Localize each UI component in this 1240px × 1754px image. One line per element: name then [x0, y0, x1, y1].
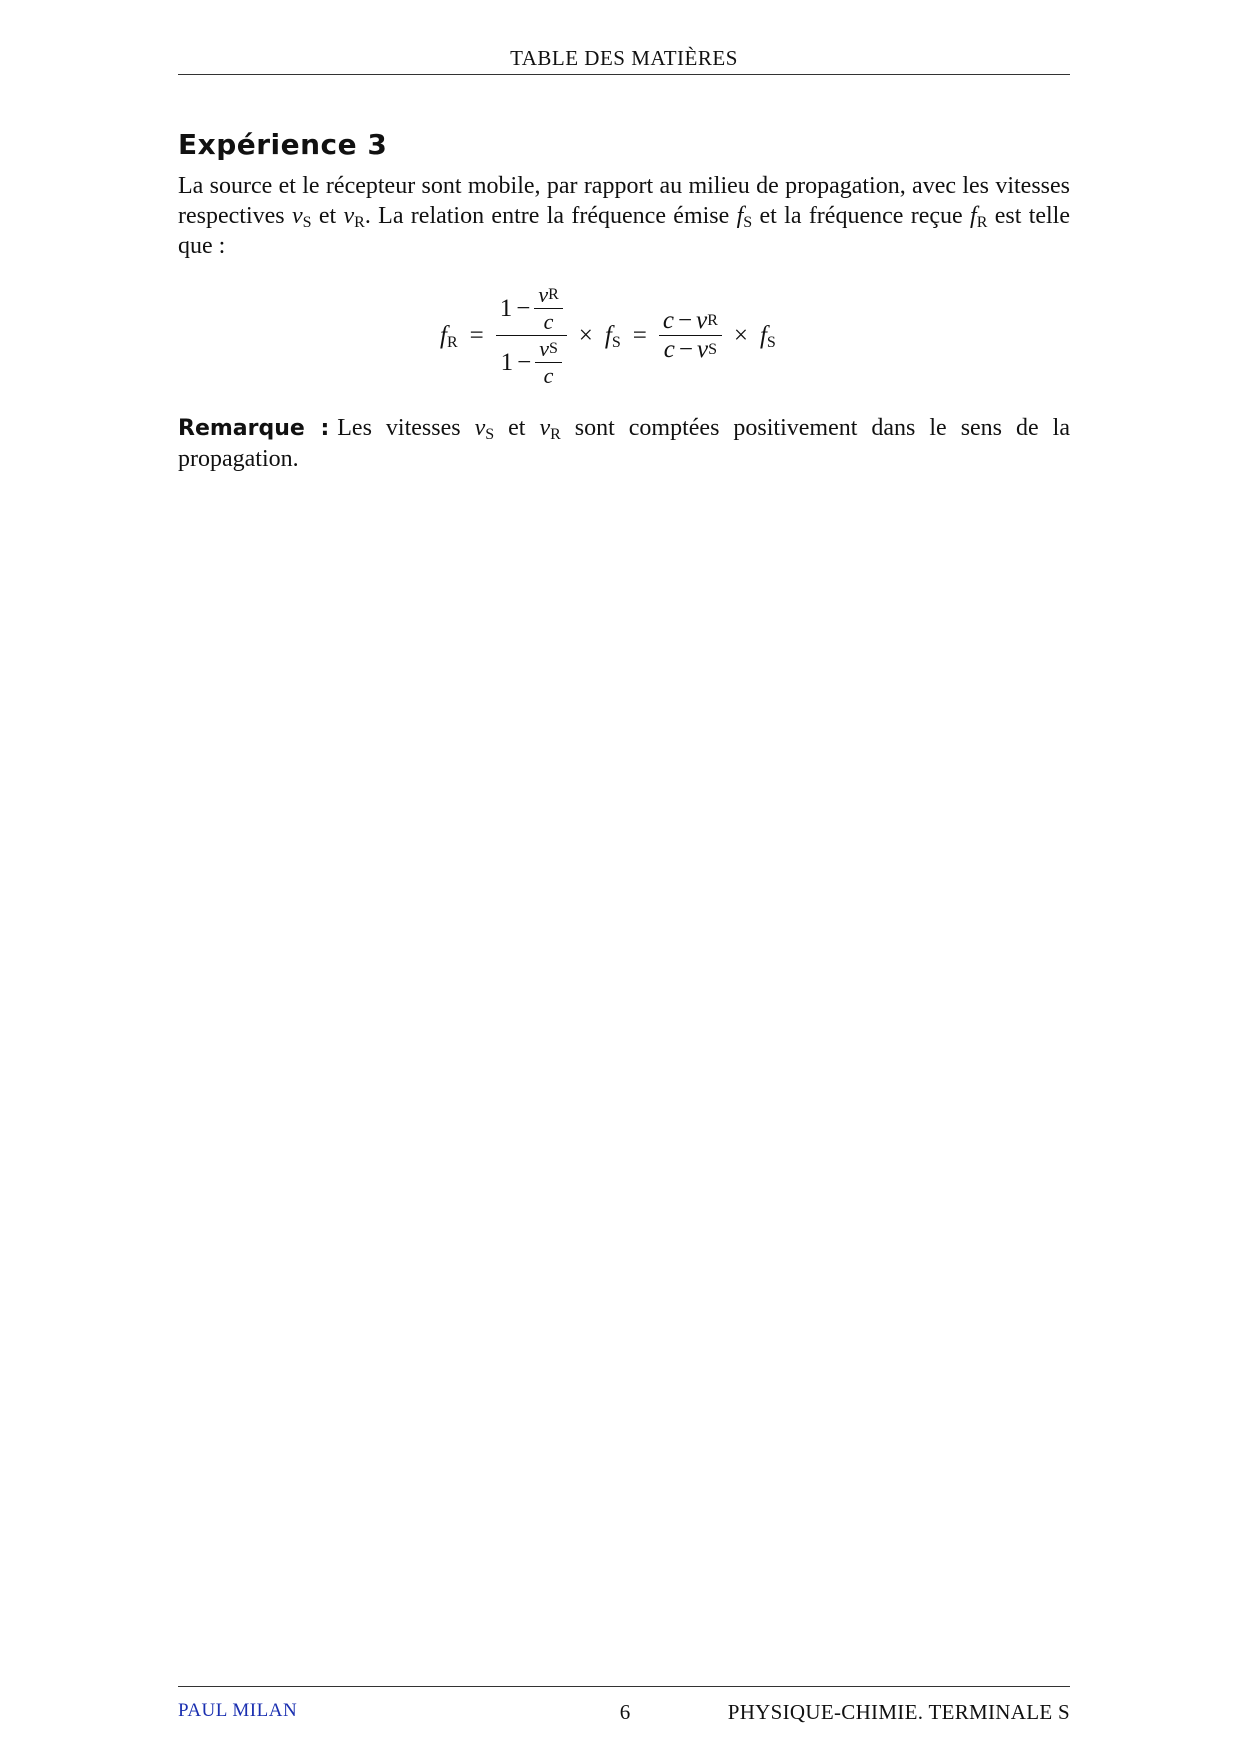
var-f: f: [736, 203, 744, 229]
eq-fraction-1: [496, 282, 567, 389]
footer-rule: [178, 1686, 1070, 1687]
eq-times: ×: [733, 321, 748, 349]
eq-fraction-2: [659, 307, 722, 364]
text: et: [311, 203, 344, 229]
section-title: Expérience 3: [178, 128, 388, 161]
paragraph-intro: [178, 171, 1070, 261]
sub-s: S: [302, 214, 312, 231]
eq-sign: =: [469, 321, 484, 349]
eq-lhs: $f_R$: [440, 321, 458, 351]
sub-s: S: [743, 214, 753, 231]
running-header: TABLE DES MATIÈRES: [510, 46, 738, 70]
eq-subfraction-vs-c: v S c: [535, 336, 562, 389]
sub-r: R: [354, 214, 365, 231]
eq-fraction-1-denominator: 1 − v S c: [497, 336, 566, 389]
remark-label: Remarque :: [178, 416, 330, 441]
text: est telle que :: [178, 203, 1071, 259]
footer-course: PHYSIQUE-CHIMIE. TERMINALE S: [727, 1700, 1070, 1724]
text: La source et le récepteur sont mobile, par rapport au milieu de propagation, avec les vitesses respectives: [178, 173, 1070, 229]
eq-fraction-1-numerator: 1 − v R c: [496, 282, 567, 335]
eq-fs: $f_S$: [759, 321, 776, 351]
footer-author: PAUL MILAN: [178, 1700, 298, 1721]
eq-subfraction-vr-c: v R c: [534, 282, 562, 335]
var-v: v: [291, 203, 303, 229]
remark: Remarque : Les vitesses $v_S$ et $v_R$ sont comptées positivement dans le sens de la propagation.: [178, 415, 1070, 472]
doppler-equation: [440, 282, 776, 389]
eq-times: ×: [578, 321, 593, 349]
var-v: v: [343, 203, 355, 229]
sub-r: R: [976, 214, 988, 231]
eq-sign: =: [632, 321, 647, 349]
footer-page-number: 6: [619, 1700, 631, 1724]
text: et la fréquence reçue: [752, 203, 971, 229]
header-rule: [178, 74, 1070, 75]
var-f: f: [970, 203, 977, 229]
text: . La relation entre la fréquence émise: [364, 203, 737, 229]
eq-fs: $f_S$: [604, 321, 621, 351]
eq-fraction-2-denominator: c − v S: [663, 336, 717, 363]
eq-fraction-2-numerator: c − v R: [662, 307, 718, 334]
